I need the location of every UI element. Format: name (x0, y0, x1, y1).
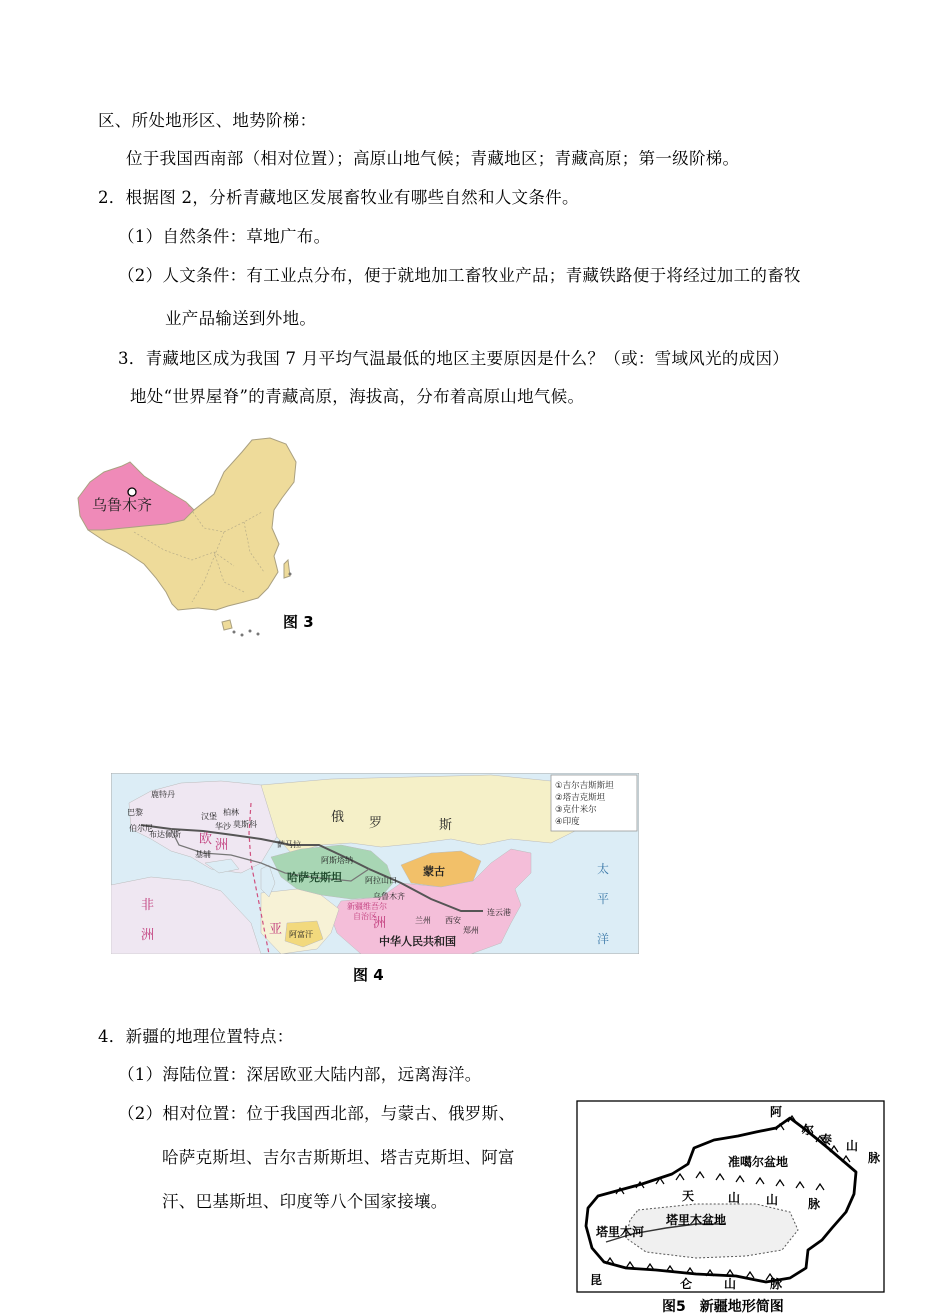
urumqi-city-label: 乌鲁木齐 (373, 892, 405, 901)
zhengzhou-label: 郑州 (463, 926, 479, 935)
figure-5-caption: 图5 新疆地形简图 (662, 1299, 784, 1315)
tianshan-label-3: 山 (766, 1193, 779, 1207)
kunlun-label-3: 山 (724, 1277, 737, 1291)
figure-3-caption: 图 3 (283, 613, 314, 631)
answer-3: 地处“世界屋脊”的青藏高原，海拔高，分布着高原山地气候。 (130, 387, 585, 406)
rotterdam-label: 鹿特丹 (151, 790, 175, 799)
island-dot-5 (289, 573, 292, 576)
answer-2-human-line2: 业产品输送到外地。 (165, 309, 317, 328)
altai-label-1: 阿 (770, 1105, 783, 1119)
russia-label-1: 俄 (331, 810, 345, 825)
alashankou-label: 阿拉山口 (365, 876, 397, 885)
answer-2-natural: （1）自然条件：草地广布。 (118, 227, 331, 246)
xian-label: 西安 (445, 916, 461, 925)
pacific-label-3: 洋 (597, 932, 610, 946)
xinjiang-label-2: 自治区 (353, 912, 377, 921)
island-dot-3 (249, 630, 252, 633)
lianyungang-label: 连云港 (487, 908, 511, 917)
question-2: 2．根据图 2，分析青藏地区发展畜牧业有哪些自然和人文条件。 (98, 188, 579, 207)
berlin-label: 柏林 (223, 808, 239, 817)
africa-label-2: 洲 (141, 928, 155, 943)
answer-4-relative-line2: 哈萨克斯坦、吉尔吉斯斯坦、塔吉克斯坦、阿富 (162, 1148, 515, 1167)
kazakhstan-label: 哈萨克斯坦 (287, 871, 342, 884)
altai-label-3: 泰 (820, 1133, 833, 1147)
kunlun-label-2: 仑 (680, 1277, 693, 1291)
answer-4-relative-line1: （2）相对位置：位于我国西北部，与蒙古、俄罗斯、 (118, 1104, 516, 1123)
pacific-label-2: 平 (597, 892, 610, 906)
samara-label: 萨马拉 (277, 840, 301, 849)
russia-label-2: 罗 (369, 816, 383, 831)
kiev-label: 基辅 (195, 850, 211, 859)
paragraph-answer-1: 位于我国西南部（相对位置）；高原山地气候；青藏地区；青藏高原；第一级阶梯。 (126, 149, 740, 168)
xinjiang-label-1: 新疆维吾尔 (347, 902, 387, 911)
paris-label: 巴黎 (127, 808, 143, 817)
urumqi-marker (128, 488, 136, 496)
legend-item-1: ①吉尔吉斯斯坦 (555, 781, 614, 791)
tianshan-label-4: 脉 (808, 1197, 821, 1211)
altai-label-5: 脉 (868, 1151, 881, 1165)
altai-label-4: 山 (846, 1139, 859, 1153)
asia-label-1: 亚 (269, 922, 283, 937)
tianshan-label-2: 山 (728, 1191, 741, 1205)
lanzhou-label: 兰州 (415, 916, 431, 925)
legend-item-4: ④印度 (555, 817, 580, 827)
pacific-label-1: 太 (597, 862, 610, 876)
asia-label-2: 洲 (373, 916, 387, 931)
urumqi-label: 乌鲁木齐 (92, 496, 153, 514)
answer-4-sea-land: （1）海陆位置：深居欧亚大陆内部，远离海洋。 (118, 1065, 482, 1084)
europe-label-1: 欧 (199, 832, 213, 847)
hainan-island (222, 620, 232, 630)
question-4: 4．新疆的地理位置特点： (98, 1027, 294, 1046)
mongolia-label: 蒙古 (423, 865, 445, 878)
answer-4-relative-line3: 汗、巴基斯坦、印度等八个国家接壤。 (162, 1192, 448, 1211)
paragraph-location: 区、所处地形区、地势阶梯： (98, 111, 317, 130)
moscow-label: 莫斯科 (233, 820, 257, 829)
question-3: 3．青藏地区成为我国 7 月平均气温最低的地区主要原因是什么？（或：雪域风光的成因） (118, 349, 790, 368)
answer-2-human-line1: （2）人文条件：有工业点分布，便于就地加工畜牧业产品；青藏铁路便于将经过加工的畜牧 (118, 266, 801, 285)
russia-land (261, 775, 581, 853)
legend-item-3: ③克什米尔 (555, 805, 597, 815)
figure-5-xinjiang-terrain (576, 1100, 886, 1294)
island-dot-4 (257, 633, 260, 636)
tarim-river-label: 塔里木河 (596, 1225, 645, 1239)
china-label: 中华人民共和国 (379, 935, 456, 948)
tarim-basin-label: 塔里木盆地 (666, 1213, 727, 1227)
europe-label-2: 洲 (215, 838, 229, 853)
kunlun-label-4: 脉 (770, 1277, 783, 1291)
africa-label-1: 非 (141, 898, 155, 913)
altai-label-2: 尔 (802, 1123, 815, 1137)
warsaw-label: 华沙 (215, 822, 231, 831)
russia-label-3: 斯 (439, 818, 453, 833)
taiwan-island (284, 560, 290, 578)
figure-3-china-map (74, 432, 304, 642)
bern-label: 伯尔尼 (129, 824, 153, 833)
budapest-label: 布达佩斯 (149, 830, 181, 839)
tianshan-label-1: 天 (682, 1189, 695, 1203)
kunlun-label-1: 昆 (590, 1273, 603, 1287)
legend-item-2: ②塔吉克斯坦 (555, 793, 606, 803)
junggar-basin-label: 准噶尔盆地 (728, 1155, 789, 1169)
hamburg-label: 汉堡 (201, 812, 217, 821)
island-dot-1 (233, 631, 236, 634)
astana-label: 阿斯塔纳 (321, 856, 353, 865)
figure-4-eurasia-map (111, 773, 639, 954)
figure-4-caption: 图 4 (353, 966, 384, 984)
island-dot-2 (241, 634, 244, 637)
afghanistan-label: 阿富汗 (289, 930, 313, 939)
